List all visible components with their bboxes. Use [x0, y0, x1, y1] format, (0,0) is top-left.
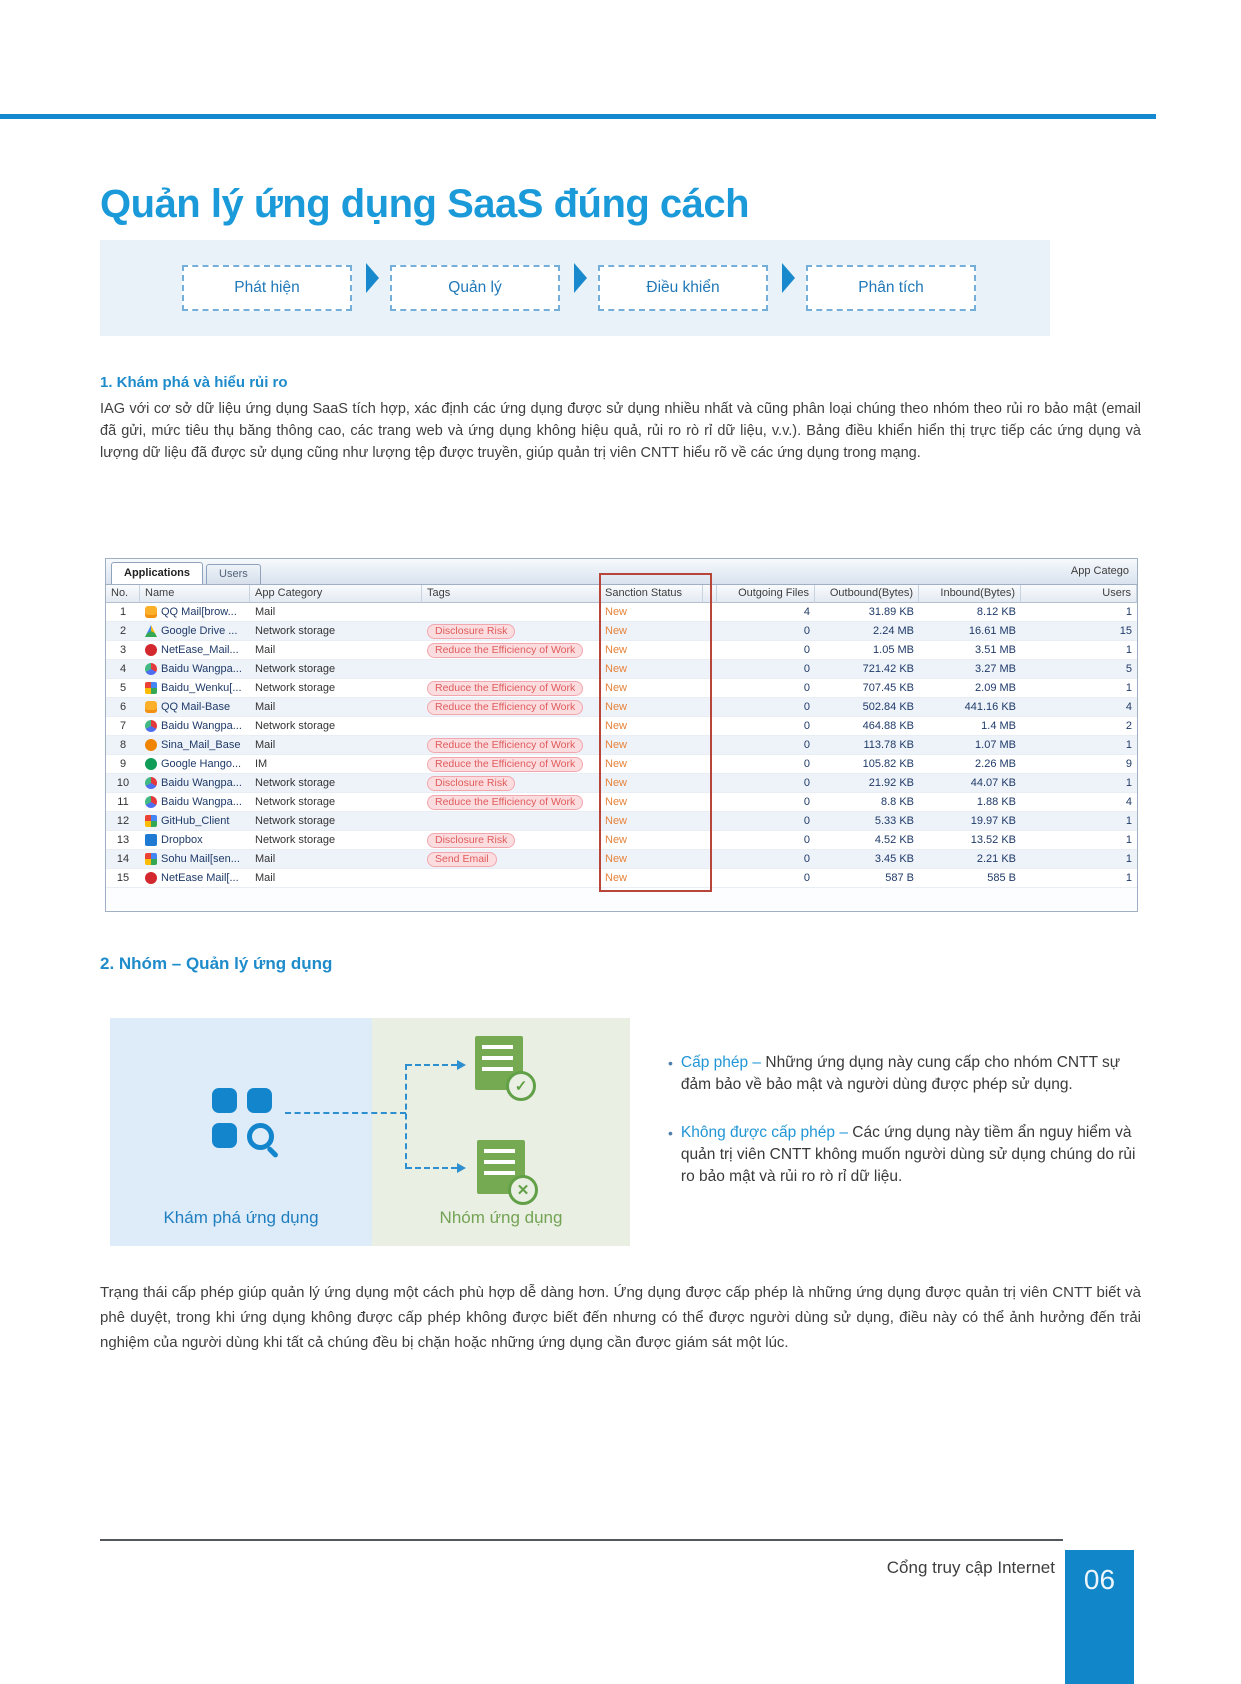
cell-name — [140, 679, 250, 697]
table-tabstrip — [106, 559, 1137, 585]
group-apps-label: Nhóm ứng dụng — [439, 1208, 563, 1227]
cell-inbound: 3.51 MB — [975, 644, 1016, 656]
cell-inbound: 44.07 KB — [970, 777, 1016, 789]
cell-app-category: Mail — [255, 606, 276, 618]
cell-spacer — [703, 850, 717, 868]
cell-name — [140, 812, 250, 830]
table-row[interactable] — [106, 831, 1137, 850]
cell-sanction-status: New — [605, 606, 628, 618]
cell-outgoing-files: 4 — [803, 606, 810, 618]
process-step-discover — [182, 265, 352, 311]
bullet-text — [681, 1122, 1142, 1188]
cell-outgoing-files: 0 — [803, 663, 810, 675]
grid-icon — [145, 853, 157, 865]
cell-inbound: 1.07 MB — [975, 739, 1016, 751]
cell-no: 5 — [119, 682, 127, 694]
arrow-right-icon — [457, 1060, 466, 1070]
section1-paragraph: IAG với cơ sở dữ liệu ứng dụng SaaS tích hợp, xác định các ứng dụng được sử dụng nhiều nhất và cũng phân loại chúng theo nhóm theo rủi ro bảo mật (email đã gửi, mức tiêu thụ băng thông cao, các trang web và ứng dụng không hiệu quả, rủi ro rò rỉ dữ liệu, v.v.). Bảng điều khiển hiển thị trực tiếp các ứng dụng và lượng dữ liệu đã được sử dụng cũng như lượng tệp được truyền, giúp quản trị viên CNTT hiểu rõ về các ứng dụng trong mạng. — [100, 401, 1141, 461]
col-header-category[interactable]: App Category — [250, 585, 422, 603]
arrow-right-icon — [457, 1163, 466, 1173]
cell-outgoing-files: 0 — [803, 815, 810, 827]
cell-sanction-status: New — [605, 758, 628, 770]
cell-tags — [422, 736, 600, 754]
cell-sanction-status: New — [605, 815, 628, 827]
cell-app-category: Mail — [255, 739, 276, 751]
table-row[interactable] — [106, 679, 1137, 698]
cell-spacer — [703, 622, 717, 640]
dashed-connector — [405, 1064, 407, 1169]
table-row[interactable] — [106, 698, 1137, 717]
tag-pill: Disclosure Risk — [427, 833, 515, 848]
cell-name — [140, 774, 250, 792]
cell-outbound: 721.42 KB — [862, 663, 914, 675]
cell-name — [140, 622, 250, 640]
table-row[interactable] — [106, 641, 1137, 660]
cell-sanction-status: New — [605, 796, 628, 808]
cell-inbound: 1.88 KB — [976, 796, 1016, 808]
col-header-name[interactable]: Name — [140, 585, 250, 603]
cell-app-category: Mail — [255, 644, 276, 656]
cell-app-category: Network storage — [255, 625, 336, 637]
arrow-right-icon — [366, 263, 379, 293]
cell-users: 1 — [1125, 739, 1132, 751]
table-row[interactable] — [106, 812, 1137, 831]
cell-users: 1 — [1125, 682, 1132, 694]
cell-users: 1 — [1125, 777, 1132, 789]
discover-apps-label: Khám phá ứng dụng — [163, 1208, 319, 1227]
cell-inbound: 441.16 KB — [964, 701, 1016, 713]
cell-outbound: 105.82 KB — [862, 758, 914, 770]
cell-no: 1 — [119, 606, 127, 618]
cell-outgoing-files: 0 — [803, 853, 810, 865]
cell-users: 1 — [1125, 853, 1132, 865]
cell-outbound: 464.88 KB — [862, 720, 914, 732]
app-name: Baidu Wangpa... — [161, 777, 242, 789]
top-rule — [0, 114, 1156, 119]
tag-pill: Reduce the Efficiency of Work — [427, 643, 583, 658]
cell-outbound: 502.84 KB — [862, 701, 914, 713]
cell-outgoing-files: 0 — [803, 739, 810, 751]
hangouts-icon — [145, 758, 157, 770]
grid-icon — [145, 682, 157, 694]
arrow-right-icon — [574, 263, 587, 293]
cell-spacer — [703, 717, 717, 735]
cell-app-category: Network storage — [255, 720, 336, 732]
tag-pill: Disclosure Risk — [427, 776, 515, 791]
app-name: Baidu Wangpa... — [161, 796, 242, 808]
cell-spacer — [703, 603, 717, 621]
cell-no: 14 — [116, 853, 130, 865]
process-step-label: Điều khiển — [646, 279, 720, 296]
grid-icon — [145, 815, 157, 827]
netease-icon — [145, 644, 157, 656]
table-row[interactable] — [106, 603, 1137, 622]
app-name: Baidu Wangpa... — [161, 720, 242, 732]
cell-inbound: 2.26 MB — [975, 758, 1016, 770]
cell-outgoing-files: 0 — [803, 625, 810, 637]
table-row[interactable] — [106, 774, 1137, 793]
page-number-box — [1065, 1550, 1134, 1684]
cell-inbound: 8.12 KB — [976, 606, 1016, 618]
bullet-dot: • — [668, 1055, 673, 1071]
cell-app-category: Network storage — [255, 796, 336, 808]
process-step-label: Phân tích — [858, 279, 924, 296]
cell-inbound: 585 B — [987, 872, 1016, 884]
process-step-analyze — [806, 265, 976, 311]
cell-users: 4 — [1125, 701, 1132, 713]
cell-spacer — [703, 812, 717, 830]
tag-pill: Reduce the Efficiency of Work — [427, 757, 583, 772]
cell-inbound: 13.52 KB — [970, 834, 1016, 846]
bullet-unsanctioned — [668, 1122, 1142, 1188]
cell-spacer — [703, 736, 717, 754]
cell-tags — [422, 660, 600, 678]
cell-name — [140, 793, 250, 811]
cell-app-category: Network storage — [255, 682, 336, 694]
app-name: Dropbox — [161, 834, 203, 846]
cell-users: 1 — [1125, 872, 1132, 884]
cell-app-category: IM — [255, 758, 268, 770]
cell-no: 9 — [119, 758, 127, 770]
tag-pill: Reduce the Efficiency of Work — [427, 738, 583, 753]
table-row[interactable] — [106, 717, 1137, 736]
tag-pill: Send Email — [427, 852, 497, 867]
cell-name — [140, 603, 250, 621]
tab-applications[interactable]: Applications — [111, 562, 203, 584]
process-step-control — [598, 265, 768, 311]
cell-spacer — [703, 641, 717, 659]
cell-name — [140, 831, 250, 849]
google-drive-icon — [145, 625, 157, 637]
cell-outbound: 1.05 MB — [873, 644, 914, 656]
dashed-connector — [406, 1064, 457, 1066]
col-header-outgoing-files[interactable]: Outgoing Files — [717, 585, 815, 603]
baidu-pan-icon — [145, 720, 157, 732]
table-row[interactable] — [106, 660, 1137, 679]
cell-no: 12 — [116, 815, 130, 827]
cell-spacer — [703, 698, 717, 716]
cell-tags — [422, 603, 600, 621]
col-header-inbound[interactable]: Inbound(Bytes) — [919, 585, 1021, 603]
cell-outgoing-files: 0 — [803, 834, 810, 846]
cell-outbound: 5.33 KB — [874, 815, 914, 827]
cell-name — [140, 660, 250, 678]
cell-tags — [422, 793, 600, 811]
cell-users: 9 — [1125, 758, 1132, 770]
cell-tags — [422, 622, 600, 640]
baidu-pan-icon — [145, 777, 157, 789]
cell-no: 15 — [116, 872, 130, 884]
cell-sanction-status: New — [605, 872, 628, 884]
dashed-connector — [285, 1112, 406, 1114]
cell-outgoing-files: 0 — [803, 644, 810, 656]
cell-name — [140, 869, 250, 887]
process-step-manage — [390, 265, 560, 311]
cell-app-category: Network storage — [255, 777, 336, 789]
cell-outbound: 3.45 KB — [874, 853, 914, 865]
qq-mail-icon — [145, 701, 157, 713]
bullet-dot: • — [668, 1125, 673, 1141]
cell-name — [140, 698, 250, 716]
cell-outbound: 707.45 KB — [862, 682, 914, 694]
cell-sanction-status: New — [605, 853, 628, 865]
sanction-bullets — [668, 1052, 1142, 1188]
table-row[interactable] — [106, 850, 1137, 869]
cell-outbound: 2.24 MB — [873, 625, 914, 637]
cell-tags — [422, 831, 600, 849]
process-step-label: Phát hiện — [234, 279, 300, 296]
tag-pill: Reduce the Efficiency of Work — [427, 681, 583, 696]
cell-spacer — [703, 679, 717, 697]
tag-pill: Disclosure Risk — [427, 624, 515, 639]
app-name: Baidu Wangpa... — [161, 663, 242, 675]
cell-sanction-status: New — [605, 625, 628, 637]
cell-outbound: 21.92 KB — [868, 777, 914, 789]
app-category-corner-label: App Catego — [1070, 565, 1129, 577]
cell-users: 1 — [1125, 834, 1132, 846]
cell-inbound: 1.4 MB — [981, 720, 1016, 732]
cell-users: 1 — [1125, 606, 1132, 618]
cell-no: 13 — [116, 834, 130, 846]
bullet-lead: Không được cấp phép – — [680, 1124, 853, 1141]
cell-tags — [422, 850, 600, 868]
table-empty-area — [106, 888, 1137, 910]
cell-outbound: 8.8 KB — [880, 796, 914, 808]
app-name: Sohu Mail[sen... — [161, 853, 240, 865]
check-circle-icon: ✓ — [506, 1071, 536, 1101]
cell-inbound: 19.97 KB — [970, 815, 1016, 827]
cell-sanction-status: New — [605, 777, 628, 789]
app-name: Google Hango... — [161, 758, 242, 770]
cell-no: 4 — [119, 663, 127, 675]
cell-sanction-status: New — [605, 663, 628, 675]
process-banner — [100, 240, 1050, 336]
cell-users: 5 — [1125, 663, 1132, 675]
app-name: Google Drive ... — [161, 625, 238, 637]
footer-label: Cổng truy cập Internet — [886, 1558, 1055, 1577]
cell-app-category: Mail — [255, 701, 276, 713]
cell-no: 11 — [117, 796, 129, 808]
table-row[interactable] — [106, 755, 1137, 774]
cell-sanction-status: New — [605, 644, 628, 656]
bullet-text — [681, 1052, 1142, 1096]
cell-no: 2 — [119, 625, 127, 637]
cell-app-category: Network storage — [255, 834, 336, 846]
cell-users: 2 — [1125, 720, 1132, 732]
cell-outbound: 113.78 KB — [863, 739, 914, 751]
cell-tags — [422, 869, 600, 887]
cell-spacer — [703, 660, 717, 678]
cell-tags — [422, 641, 600, 659]
bullet-sanctioned — [668, 1052, 1142, 1096]
cell-sanction-status: New — [605, 701, 628, 713]
cell-outgoing-files: 0 — [803, 872, 810, 884]
tab-users[interactable]: Users — [206, 564, 261, 584]
cell-spacer — [703, 755, 717, 773]
cell-spacer — [703, 793, 717, 811]
col-header-sanction-status[interactable]: Sanction Status — [600, 585, 703, 603]
bullet-lead: Cấp phép – — [680, 1054, 766, 1071]
col-header-outbound[interactable]: Outbound(Bytes) — [815, 585, 919, 603]
cell-tags — [422, 755, 600, 773]
cell-outgoing-files: 0 — [803, 720, 810, 732]
cell-app-category: Network storage — [255, 815, 336, 827]
cell-outbound: 587 B — [885, 872, 914, 884]
cell-users: 4 — [1125, 796, 1132, 808]
app-name: NetEase_Mail... — [161, 644, 239, 656]
cell-outgoing-files: 0 — [803, 796, 810, 808]
cell-tags — [422, 698, 600, 716]
table-row[interactable] — [106, 869, 1137, 888]
cell-users: 1 — [1125, 815, 1132, 827]
baidu-pan-icon — [145, 796, 157, 808]
table-row[interactable] — [106, 736, 1137, 755]
cell-users: 15 — [1119, 625, 1132, 637]
cell-outgoing-files: 0 — [803, 777, 810, 789]
cell-no: 3 — [119, 644, 127, 656]
cell-inbound: 2.21 KB — [976, 853, 1016, 865]
apps-grid-icon — [212, 1123, 237, 1148]
qq-mail-icon — [145, 606, 157, 618]
arrow-right-icon — [782, 263, 795, 293]
cell-name — [140, 755, 250, 773]
apps-grid-icon — [247, 1088, 272, 1113]
section1-heading: 1. Khám phá và hiểu rủi ro — [100, 374, 288, 391]
cell-no: 10 — [116, 777, 130, 789]
apps-grid-icon — [212, 1088, 237, 1113]
table-header-row — [106, 585, 1137, 603]
app-name: QQ Mail[brow... — [161, 606, 237, 618]
bullet-body: Những ứng dụng này cung cấp cho nhóm CNTT sự đảm bảo về bảo mật và người dùng được phép sử dụng. — [680, 1054, 1121, 1093]
app-name: Sina_Mail_Base — [161, 739, 241, 751]
cell-app-category: Mail — [255, 853, 276, 865]
cell-tags — [422, 679, 600, 697]
cell-inbound: 16.61 MB — [968, 625, 1016, 637]
cell-outgoing-files: 0 — [803, 701, 810, 713]
cell-tags — [422, 717, 600, 735]
tag-pill: Reduce the Efficiency of Work — [427, 700, 583, 715]
cell-sanction-status: New — [605, 834, 628, 846]
unsanctioned-document-icon — [477, 1140, 530, 1199]
col-header-spacer — [703, 585, 717, 603]
netease-icon — [145, 872, 157, 884]
cell-no: 6 — [119, 701, 127, 713]
page-number: 06 — [1083, 1564, 1116, 1595]
dropbox-icon — [145, 834, 157, 846]
app-name: QQ Mail-Base — [161, 701, 231, 713]
cell-outgoing-files: 0 — [803, 682, 810, 694]
cell-tags — [422, 774, 600, 792]
cell-name — [140, 736, 250, 754]
cell-app-category: Network storage — [255, 663, 336, 675]
cell-name — [140, 850, 250, 868]
cell-sanction-status: New — [605, 739, 628, 751]
bullet-body: Các ứng dụng này tiềm ẩn nguy hiểm và quản trị viên CNTT không muốn người dùng sử dụng chúng do rủi ro bảo mật và rủi ro rò rỉ dữ liệu. — [680, 1124, 1136, 1185]
cell-no: 8 — [119, 739, 127, 751]
col-header-tags[interactable]: Tags — [422, 585, 600, 603]
cell-outbound: 4.52 KB — [874, 834, 914, 846]
cell-sanction-status: New — [605, 682, 628, 694]
page-title: Quản lý ứng dụng SaaS đúng cách — [100, 182, 750, 226]
cell-outgoing-files: 0 — [803, 758, 810, 770]
table-body — [106, 603, 1137, 888]
cell-spacer — [703, 869, 717, 887]
applications-table-screenshot — [105, 558, 1138, 912]
cell-outbound: 31.89 KB — [868, 606, 914, 618]
cell-inbound: 3.27 MB — [975, 663, 1016, 675]
table-row[interactable] — [106, 622, 1137, 641]
app-name: Baidu_Wenku[... — [161, 682, 242, 694]
cell-sanction-status: New — [605, 720, 628, 732]
cell-users: 1 — [1125, 644, 1132, 656]
col-header-users[interactable]: Users — [1021, 585, 1137, 603]
section2-heading: 2. Nhóm – Quản lý ứng dụng — [100, 954, 333, 973]
cell-name — [140, 717, 250, 735]
cell-app-category: Mail — [255, 872, 276, 884]
cell-no: 7 — [119, 720, 127, 732]
section2-paragraph: Trạng thái cấp phép giúp quản lý ứng dụng một cách phù hợp dễ dàng hơn. Ứng dụng được cấp phép là những ứng dụng được quản trị viên CNTT biết và phê duyệt, trong khi ứng dụng không được cấp phép không được biết đến nhưng có thể được người dùng sử dụng, điều này có thể ảnh hưởng đến trải nghiệm của người dùng khi tất cả chúng đều bị chặn hoặc những ứng dụng cần được giám sát một lúc. — [100, 1284, 1141, 1351]
footer-rule — [100, 1539, 1063, 1541]
dashed-connector — [406, 1167, 457, 1169]
col-header-no[interactable]: No. — [106, 585, 140, 603]
process-step-label: Quản lý — [448, 279, 502, 296]
table-row[interactable] — [106, 793, 1137, 812]
cell-spacer — [703, 831, 717, 849]
sina-icon — [145, 739, 157, 751]
cell-tags — [422, 812, 600, 830]
app-name: GitHub_Client — [161, 815, 230, 827]
x-circle-icon: ✕ — [508, 1175, 538, 1205]
app-name: NetEase Mail[... — [161, 872, 239, 884]
cell-name — [140, 641, 250, 659]
baidu-pan-icon — [145, 663, 157, 675]
cell-spacer — [703, 774, 717, 792]
tag-pill: Reduce the Efficiency of Work — [427, 795, 583, 810]
cell-inbound: 2.09 MB — [975, 682, 1016, 694]
sanctioned-document-icon — [475, 1036, 528, 1095]
